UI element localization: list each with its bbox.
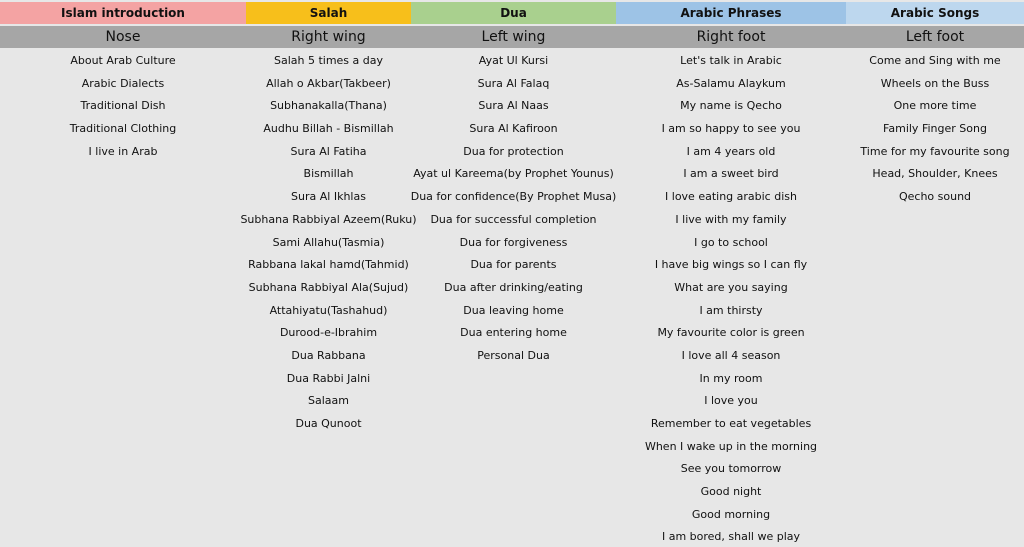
category-header-salah[interactable]: Salah	[246, 2, 411, 24]
body-part-right-foot: Right foot	[696, 29, 766, 45]
topic-item[interactable]: Rabbana lakal hamd(Tahmid)	[248, 258, 409, 272]
topic-list-dua	[411, 50, 616, 547]
topic-list-arabic-songs	[846, 50, 1024, 547]
topic-item[interactable]: Sami Allahu(Tasmia)	[272, 235, 385, 249]
topic-item[interactable]: Salaam	[308, 394, 349, 408]
topic-item[interactable]: Sura Al Kafiroon	[469, 122, 558, 136]
topic-item[interactable]: Personal Dua	[477, 348, 550, 362]
topic-item[interactable]: I live in Arab	[88, 144, 158, 158]
topic-item[interactable]: Dua for forgiveness	[459, 235, 568, 249]
body-part-right-wing: Right wing	[291, 29, 366, 45]
topic-item[interactable]: Remember to eat vegetables	[650, 417, 812, 430]
category-header-islam-introduction[interactable]: Islam introduction	[0, 2, 246, 24]
topic-item[interactable]: Traditional Clothing	[69, 122, 177, 136]
body-part-nose: Nose	[105, 29, 141, 45]
topic-item[interactable]: Qecho sound	[898, 190, 972, 204]
topic-item[interactable]: Sura Al Ikhlas	[291, 190, 366, 204]
topic-item[interactable]: Dua leaving home	[463, 303, 564, 317]
topic-item[interactable]: Wheels on the Buss	[880, 76, 990, 90]
topic-list-arabic-phrases	[616, 50, 846, 547]
topic-item[interactable]: I live with my family	[675, 212, 787, 226]
topic-item[interactable]: Traditional Dish	[80, 99, 166, 113]
topic-item[interactable]: Come and Sing with me	[869, 54, 1001, 67]
topic-item[interactable]: I love eating arabic dish	[665, 190, 797, 204]
topic-item[interactable]: Subhana Rabbiyal Ala(Sujud)	[248, 280, 409, 294]
topic-item[interactable]: I am bored, shall we play	[661, 530, 801, 544]
topic-item[interactable]: Let's talk in Arabic	[680, 54, 782, 67]
topic-item[interactable]: What are you saying	[674, 280, 788, 294]
topic-list-salah	[240, 50, 417, 547]
topic-item[interactable]: Dua for protection	[463, 144, 564, 158]
body-part-row	[0, 26, 1024, 48]
topic-item[interactable]: Attahiyatu(Tashahud)	[269, 303, 388, 317]
topic-item[interactable]: Audhu Billah - Bismillah	[263, 122, 394, 136]
body-part-left-wing: Left wing	[481, 29, 546, 45]
topic-item[interactable]: Head, Shoulder, Knees	[872, 167, 998, 181]
topic-item[interactable]: Sura Al Naas	[478, 99, 549, 113]
topic-item[interactable]: Dua entering home	[460, 326, 567, 340]
topic-item[interactable]: My favourite color is green	[657, 326, 805, 340]
topic-item[interactable]: My name is Qecho	[680, 99, 782, 113]
topic-item[interactable]: As-Salamu Alaykum	[676, 76, 786, 90]
topic-columns	[0, 50, 1024, 547]
topic-item[interactable]: When I wake up in the morning	[644, 439, 818, 453]
topic-item[interactable]: I go to school	[694, 235, 768, 249]
topic-item[interactable]: Dua Rabbi Jalni	[286, 371, 371, 385]
topic-item[interactable]: I love all 4 season	[681, 348, 781, 362]
topic-item[interactable]: Sura Al Falaq	[477, 76, 550, 90]
topic-item[interactable]: One more time	[893, 99, 977, 113]
topic-item[interactable]: I am 4 years old	[686, 144, 776, 158]
category-header-arabic-phrases[interactable]: Arabic Phrases	[616, 2, 846, 24]
topic-item[interactable]: I have big wings so I can fly	[654, 258, 808, 272]
topic-item[interactable]: Time for my favourite song	[860, 144, 1010, 158]
topic-item[interactable]: Durood-e-Ibrahim	[279, 326, 378, 340]
topic-item[interactable]: Dua for parents	[470, 258, 557, 272]
topic-item[interactable]: Dua Qunoot	[295, 417, 362, 430]
topic-list-islam-introduction	[0, 50, 246, 547]
topic-item[interactable]: Subhana Rabbiyal Azeem(Ruku)	[240, 212, 417, 226]
topic-item[interactable]: I am a sweet bird	[683, 167, 779, 181]
topic-item[interactable]: In my room	[699, 371, 763, 385]
topic-item[interactable]: Dua Rabbana	[291, 348, 366, 362]
category-header-arabic-songs[interactable]: Arabic Songs	[846, 2, 1024, 24]
category-header-row	[0, 2, 1024, 24]
topic-item[interactable]: Salah 5 times a day	[273, 54, 384, 67]
topic-item[interactable]: See you tomorrow	[680, 462, 782, 476]
topic-item[interactable]: Good morning	[691, 507, 771, 521]
topic-item[interactable]: Sura Al Fatiha	[290, 144, 367, 158]
topic-item[interactable]: Ayat ul Kareema(by Prophet Younus)	[413, 167, 614, 181]
topic-item[interactable]: Arabic Dialects	[81, 76, 165, 90]
topic-item[interactable]: I am thirsty	[699, 303, 763, 317]
topic-item[interactable]: Subhanakalla(Thana)	[270, 99, 387, 113]
topic-item[interactable]: Dua after drinking/eating	[444, 280, 583, 294]
topic-item[interactable]: I am so happy to see you	[661, 122, 801, 136]
body-part-left-foot: Left foot	[905, 29, 965, 45]
topic-item[interactable]: Dua for confidence(By Prophet Musa)	[410, 190, 617, 204]
topic-item[interactable]: Good night	[700, 485, 762, 499]
category-header-dua[interactable]: Dua	[411, 2, 616, 24]
topic-item[interactable]: Ayat Ul Kursi	[478, 54, 549, 67]
topic-item[interactable]: Dua for successful completion	[430, 212, 597, 226]
topic-item[interactable]: I love you	[704, 394, 758, 408]
topic-item[interactable]: About Arab Culture	[70, 54, 176, 67]
topic-item[interactable]: Family Finger Song	[883, 122, 987, 136]
topic-item[interactable]: Allah o Akbar(Takbeer)	[266, 76, 391, 90]
topic-item[interactable]: Bismillah	[303, 167, 354, 181]
